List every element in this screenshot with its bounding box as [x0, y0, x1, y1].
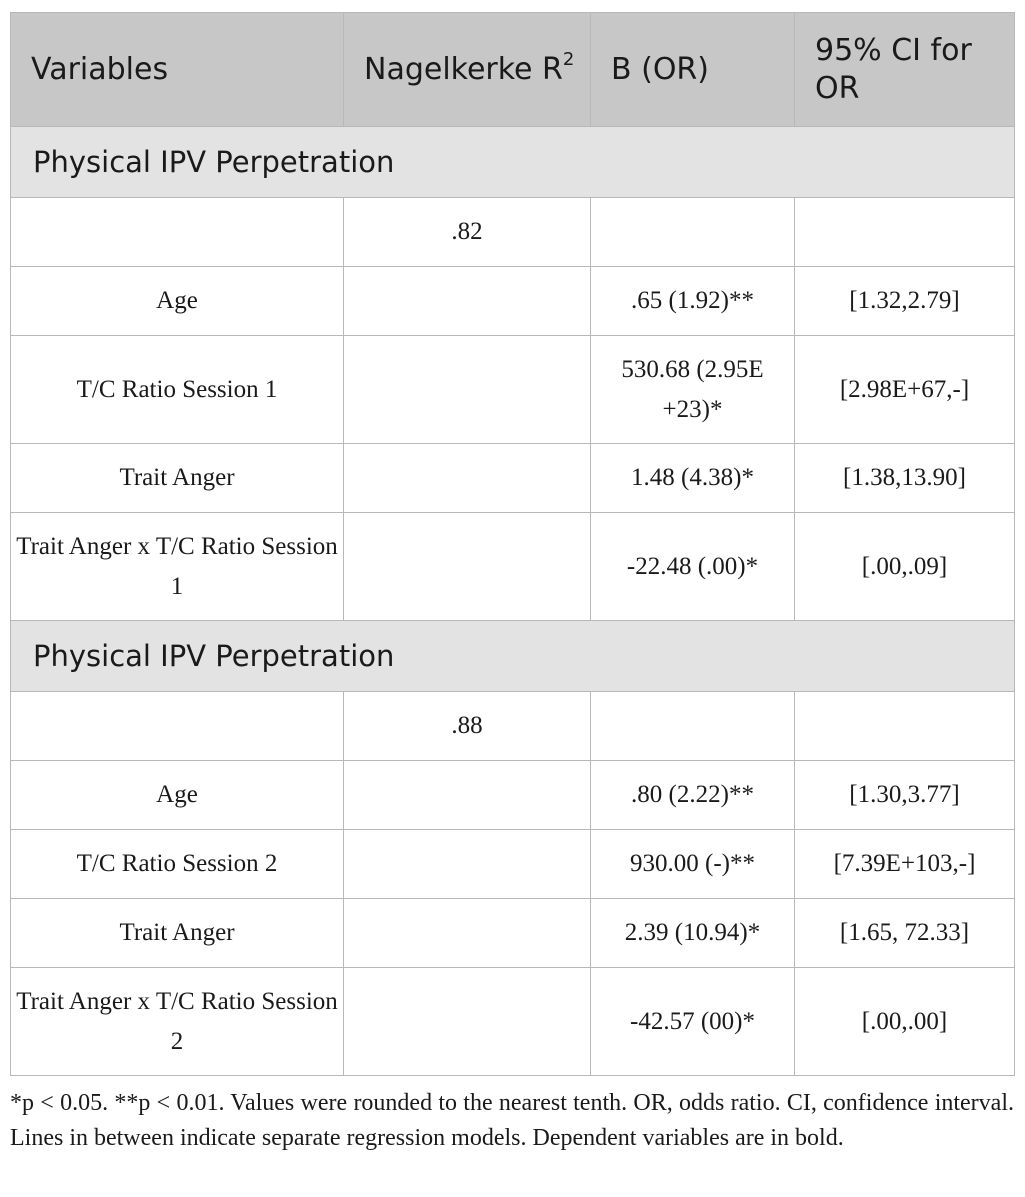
regression-table [10, 12, 1015, 1076]
ci-cell: [7.39E+103,-] [795, 830, 1015, 899]
model-2-section-row [11, 621, 1015, 692]
table-row [11, 336, 1015, 444]
b-cell: 2.39 (10.94)* [591, 899, 795, 968]
table-cell [344, 267, 591, 336]
b-cell: 1.48 (4.38)* [591, 444, 795, 513]
ci-cell: [1.32,2.79] [795, 267, 1015, 336]
header-r2-superscript: 2 [562, 48, 575, 70]
header-b-or: B (OR) [591, 13, 795, 127]
variable-cell: Trait Anger x T/C Ratio Session 2 [11, 968, 344, 1076]
table-row [11, 267, 1015, 336]
ci-cell: [1.65, 72.33] [795, 899, 1015, 968]
header-variables: Variables [11, 13, 344, 127]
regression-table-container [10, 12, 1014, 1076]
table-cell [591, 692, 795, 761]
table-cell [11, 692, 344, 761]
b-cell: 930.00 (-)** [591, 830, 795, 899]
table-cell [344, 830, 591, 899]
ci-cell: [2.98E+67,-] [795, 336, 1015, 444]
table-row [11, 761, 1015, 830]
ci-cell: [1.30,3.77] [795, 761, 1015, 830]
variable-cell: Trait Anger [11, 444, 344, 513]
header-r2-label: Nagelkerke R [364, 51, 563, 87]
header-ci: 95% CI for OR [795, 13, 1015, 127]
b-cell: .80 (2.22)** [591, 761, 795, 830]
b-cell: -42.57 (00)* [591, 968, 795, 1076]
table-cell [795, 198, 1015, 267]
model-2-title: Physical IPV Perpetration [11, 621, 1015, 692]
variable-cell: Trait Anger x T/C Ratio Session 1 [11, 513, 344, 621]
model-1-section-row [11, 127, 1015, 198]
model-1-title: Physical IPV Perpetration [11, 127, 1015, 198]
variable-cell: T/C Ratio Session 1 [11, 336, 344, 444]
b-cell: 530.68 (2.95E +23)* [591, 336, 795, 444]
header-nagelkerke-r2 [344, 13, 591, 127]
variable-cell: T/C Ratio Session 2 [11, 830, 344, 899]
ci-cell: [.00,.09] [795, 513, 1015, 621]
table-footnote: *p < 0.05. **p < 0.01. Values were rounded to the nearest tenth. OR, odds ratio. CI, confidence interval. Lines in between indicate separate regression models. Dependent variables are in bold. [10, 1090, 1014, 1151]
table-row [11, 968, 1015, 1076]
model-2-r2-value: .88 [344, 692, 591, 761]
b-cell: .65 (1.92)** [591, 267, 795, 336]
variable-cell: Age [11, 267, 344, 336]
table-row [11, 830, 1015, 899]
table-cell [795, 692, 1015, 761]
variable-cell: Trait Anger [11, 899, 344, 968]
model-1-r2-value: .82 [344, 198, 591, 267]
table-cell [344, 968, 591, 1076]
table-cell [344, 761, 591, 830]
ci-cell: [.00,.00] [795, 968, 1015, 1076]
table-row [11, 444, 1015, 513]
table-cell [344, 513, 591, 621]
b-cell: -22.48 (.00)* [591, 513, 795, 621]
table-cell [344, 336, 591, 444]
table-cell [344, 899, 591, 968]
ci-cell: [1.38,13.90] [795, 444, 1015, 513]
model-1-r2-row [11, 198, 1015, 267]
table-cell [11, 198, 344, 267]
model-2-r2-row [11, 692, 1015, 761]
table-row [11, 899, 1015, 968]
table-header-row [11, 13, 1015, 127]
variable-cell: Age [11, 761, 344, 830]
table-cell [344, 444, 591, 513]
table-cell [591, 198, 795, 267]
table-row [11, 513, 1015, 621]
